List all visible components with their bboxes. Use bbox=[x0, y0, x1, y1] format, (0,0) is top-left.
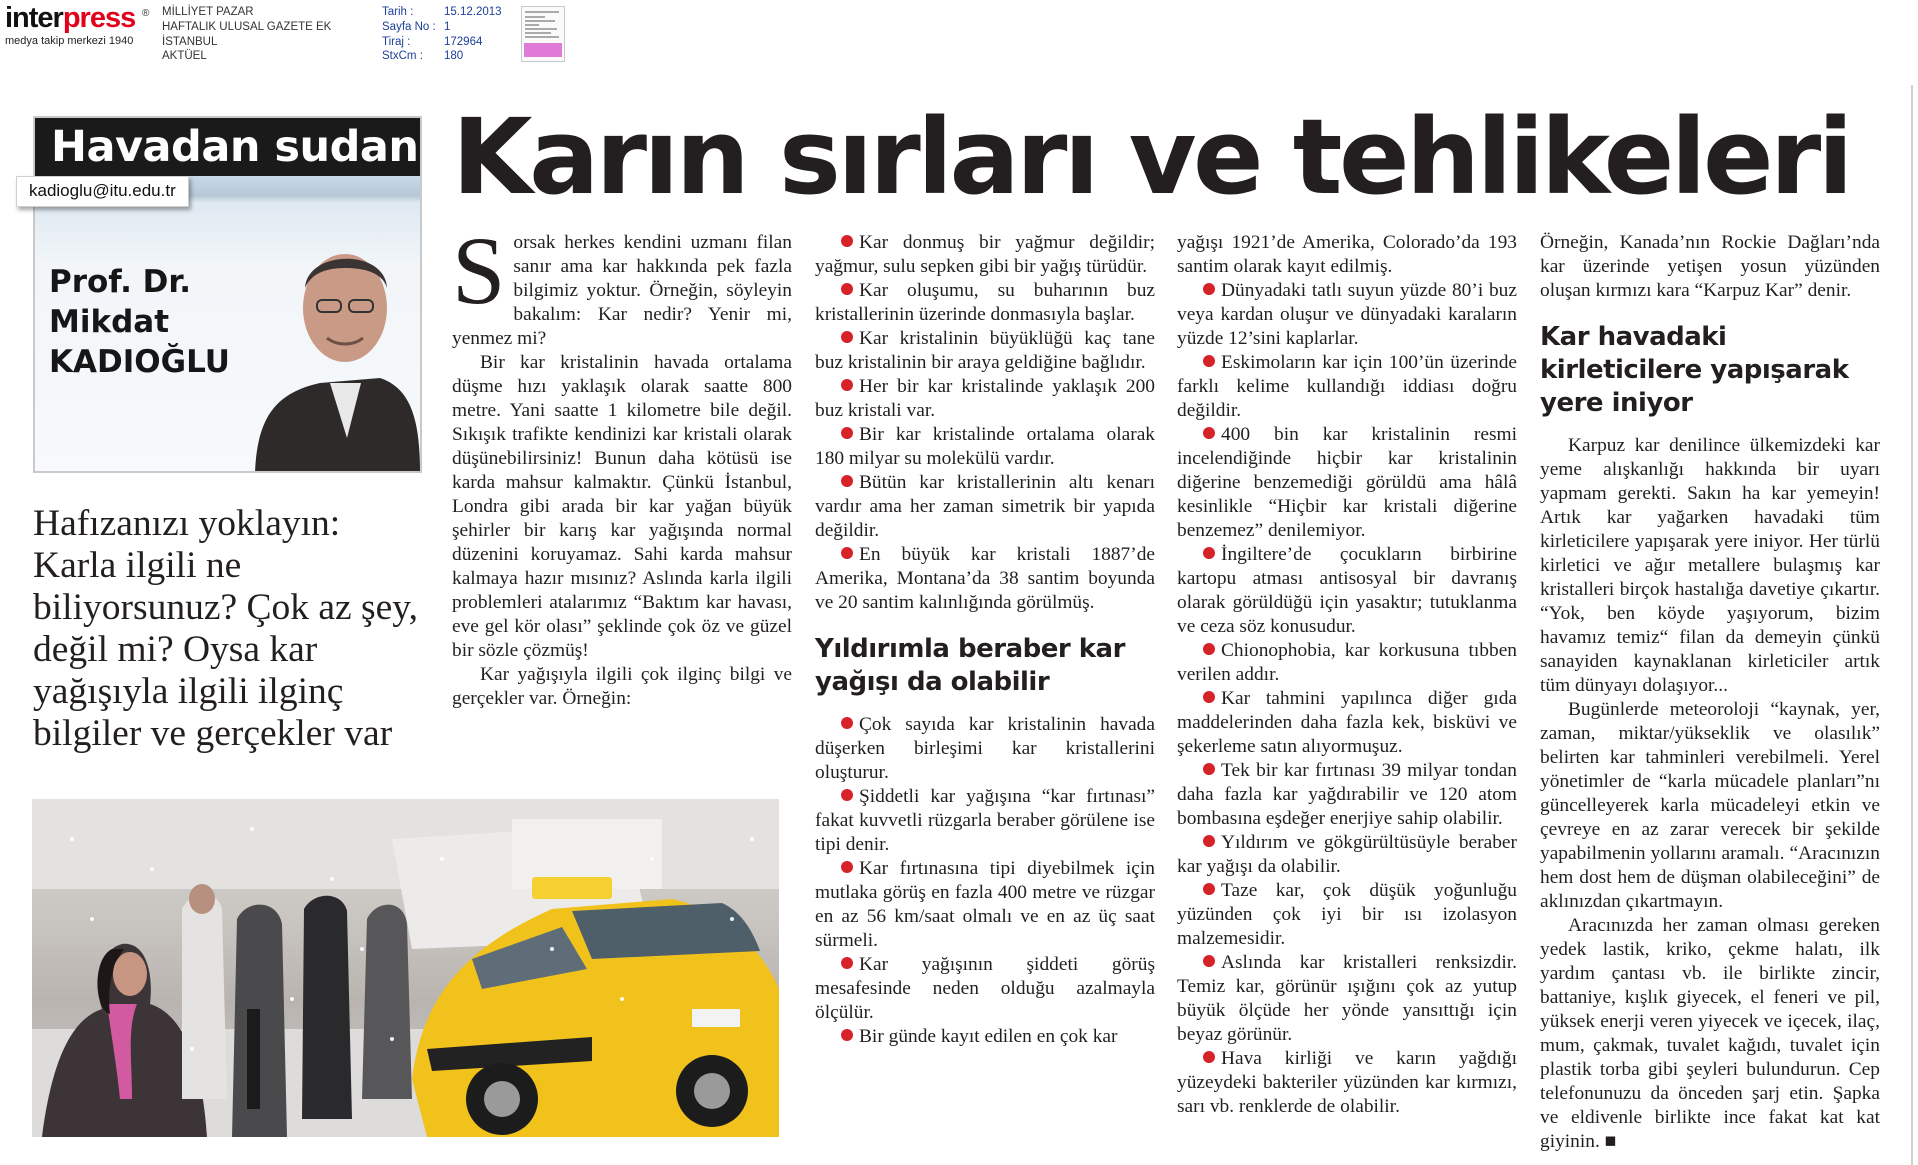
registered-mark: ® bbox=[142, 8, 150, 19]
snow-street-photo bbox=[32, 799, 779, 1137]
fact-item bbox=[1177, 423, 1517, 543]
fact-item bbox=[815, 953, 1155, 1025]
fact-item bbox=[1177, 543, 1517, 639]
red-bullet-icon bbox=[1203, 955, 1215, 967]
fact-item bbox=[815, 1025, 1155, 1049]
drop-cap: S bbox=[452, 217, 506, 324]
logo-tagline: medya takip merkezi 1940 bbox=[5, 35, 134, 47]
red-bullet-icon bbox=[1203, 427, 1215, 439]
red-bullet-icon bbox=[1203, 883, 1215, 895]
column-title-bar bbox=[35, 118, 420, 176]
fact-item bbox=[815, 231, 1155, 279]
fact-item bbox=[815, 543, 1155, 615]
fact-text: Taze kar, çok düşük yoğunluğu yüzünden çok iyi bir ısı izolasyon malzemesidir. bbox=[1177, 880, 1517, 949]
red-bullet-icon bbox=[1203, 355, 1215, 367]
fact-text: Kar donmuş bir yağmur değildir; yağmur, sulu sepken gibi bir yağış türüdür. bbox=[815, 232, 1155, 277]
meta-value: 15.12.2013 bbox=[444, 6, 502, 18]
fact-item bbox=[815, 375, 1155, 423]
body-paragraph bbox=[452, 217, 792, 351]
red-bullet-icon bbox=[841, 957, 853, 969]
body-paragraph: Karpuz kar denilince ülkemizdeki kar yeme alışkanlığı hakkında bir uyarı yapmam gerekti. Sakın ha kar yemeyin! Artık kar yağarken havadaki tüm kirleticilere yapışarak yere iniyor. Her türlü kirletici ve ağır metallere bulaşmış kar kristalleri birçok hastalığa davetiye çıkartır. “Yok, ben köyde yaşıyorum, bizim havamız temiz“ filan da demeyin çünkü sanayiden kaynaklanan kirleticiler artık tüm dünyayı dolaşıyor... bbox=[1540, 435, 1880, 696]
red-bullet-icon bbox=[841, 717, 853, 729]
fact-item bbox=[815, 857, 1155, 953]
author-first-name: Mikdat bbox=[49, 304, 170, 340]
fact-text: 400 bin kar kristalinin resmi incelendiğinde hiçbir kar kristalinin diğerine benzemediği görüldü ama hâlâ kesinlikle “Hiçbir kar kristali diğerine benzemez” denilemiyor. bbox=[1177, 424, 1517, 541]
red-bullet-icon bbox=[841, 235, 853, 247]
fact-text: Dünyadaki tatlı suyun yüzde 80’i buz veya kardan oluşur ve dünyadaki karaların yüzde 12’sini kaplarlar. bbox=[1177, 280, 1517, 349]
fact-item bbox=[1177, 1047, 1517, 1119]
fact-item bbox=[815, 327, 1155, 375]
fact-item bbox=[815, 713, 1155, 785]
body-column-3 bbox=[1177, 231, 1517, 1119]
fact-item bbox=[1177, 951, 1517, 1047]
red-bullet-icon bbox=[841, 379, 853, 391]
fact-text: Her bir kar kristalinde yaklaşık 200 buz kristali var. bbox=[815, 376, 1155, 421]
subheading-lightning-snow: Yıldırımla beraber kar yağışı da olabilir bbox=[815, 634, 1125, 697]
fact-item bbox=[1177, 687, 1517, 759]
article-dek: Hafızanızı yoklayın: Karla ilgili ne biliyorsunuz? Çok az şey, değil mi? Oysa kar yağışıyla ilgili ilginç bilgiler ve gerçekler var bbox=[33, 503, 418, 754]
fact-text: Kar tahmini yapılınca diğer gıda maddelerinden daha fazla kek, bisküvi ve şekerleme satın alıyormuşuz. bbox=[1177, 688, 1517, 757]
source-publication: MİLLİYET PAZAR bbox=[162, 6, 254, 18]
body-column-4 bbox=[1540, 231, 1880, 1154]
fact-item bbox=[815, 423, 1155, 471]
source-type: HAFTALIK ULUSAL GAZETE EK bbox=[162, 20, 332, 33]
meta-value: 1 bbox=[444, 20, 451, 33]
fact-item bbox=[1177, 639, 1517, 687]
meta-label: StxCm : bbox=[382, 50, 423, 63]
fact-item bbox=[1177, 279, 1517, 351]
fact-text: Tek bir kar fırtınası 39 milyar tondan daha fazla kar yağdırabilir ve 120 atom bombasına eşdeğer enerjiye sahip olabilir. bbox=[1177, 760, 1517, 829]
fact-text: Bir kar kristalinde ortalama olarak 180 milyar su molekülü vardır. bbox=[815, 424, 1155, 469]
page-edge-line bbox=[1911, 85, 1913, 1165]
fact-item bbox=[815, 471, 1155, 543]
fact-text: Kar fırtınasına tipi diyebilmek için mutlaka görüş en fazla 400 metre ve rüzgar en az 56 km/saat olmalı ve en az üç saat sürmeli. bbox=[815, 858, 1155, 951]
fact-text: Kar yağışının şiddeti görüş mesafesinde neden olduğu azalmayla ölçülür. bbox=[815, 954, 1155, 1023]
fact-text: Chionophobia, kar korkusuna tıbben verilen addır. bbox=[1177, 640, 1517, 685]
author-title: Prof. Dr. bbox=[49, 264, 192, 300]
body-paragraph: Aracınızda her zaman olması gereken yedek lastik, kriko, çekme halatı, ilk yardım çantası vb. ile birlikte zincir, battaniye, kışlık giyecek, el feneri ve pil, yüksek enerji veren yiyecek ve içecek, ilaç, mum, çakmak, tuvalet kağıdı, tuvalet için plastik torba gibi şeyleri bulundurun. Cep telefonunuzu da önceden şarj etin. Şapka ve eldivenle birlikte ince fakat kat kat giyinin. ■ bbox=[1540, 915, 1880, 1152]
fact-text: Yıldırım ve gökgürültüsüyle beraber kar yağışı da olabilir. bbox=[1177, 832, 1517, 877]
red-bullet-icon bbox=[841, 547, 853, 559]
fact-text: Aslında kar kristalleri renksizdir. Temiz kar, görünür ışığını çok az yutup büyük ölçüde her yönde yansıttığı için beyaz görünür. bbox=[1177, 952, 1517, 1045]
fact-item bbox=[1177, 759, 1517, 831]
body-paragraph: Bugünlerde meteoroloji “kaynak, yer, zaman, miktar/yükseklik ve olasılık” belirten kar tahminleri verebilmeli. Yerel yönetimler de “karla mücadele planları”nı güncelleyerek karla mücadeleyi etkin ve çevreye en az zarar verecek bir şekilde yapabilmenin yollarını aramalı. “Aracınızın hem dost hem de düşman olabileceğini” de aklınızdan çıkartmayın. bbox=[1540, 699, 1880, 912]
article-headline: Karın sırları ve tehlikeleri bbox=[452, 96, 1850, 218]
body-paragraph: Kar yağışıyla ilgili çok ilginç bilgi ve gerçekler var. Örneğin: bbox=[452, 664, 792, 709]
meta-page-no bbox=[382, 20, 502, 35]
red-bullet-icon bbox=[841, 1029, 853, 1041]
logo-text-inter: inter bbox=[5, 2, 63, 34]
red-bullet-icon bbox=[841, 427, 853, 439]
meta-circulation bbox=[382, 35, 502, 50]
author-photo bbox=[235, 188, 420, 473]
columnist-box bbox=[33, 116, 422, 473]
subheading-pollutants: Kar havadaki kirleticilere yapışarak yere iniyor bbox=[1540, 322, 1849, 418]
meta-label: Tiraj : bbox=[382, 35, 411, 48]
fact-text: Eskimoların kar için 100’ün üzerinde farklı kelime kullandığı iddiası doğru değildir. bbox=[1177, 352, 1517, 421]
fact-text: Kar kristalinin büyüklüğü kaç tane buz kristalinin bir araya geldiğine bağlıdır. bbox=[815, 328, 1155, 373]
fact-text: Bir günde kayıt edilen en çok kar bbox=[859, 1026, 1118, 1047]
red-bullet-icon bbox=[841, 331, 853, 343]
red-bullet-icon bbox=[1203, 835, 1215, 847]
red-bullet-icon bbox=[1203, 547, 1215, 559]
body-column-2 bbox=[815, 231, 1155, 1049]
author-last-name: KADIOĞLU bbox=[49, 344, 230, 380]
fact-item bbox=[1177, 351, 1517, 423]
clip-metadata bbox=[382, 5, 502, 64]
fact-text: Bütün kar kristallerinin altı kenarı vardır ama her zaman simetrik bir yapıda değildir. bbox=[815, 472, 1155, 541]
fact-text: Kar oluşumu, su buharının buz kristallerinin üzerinde donmasıyla başlar. bbox=[815, 280, 1155, 325]
meta-label: Tarih : bbox=[382, 6, 414, 18]
paragraph-text: orsak herkes kendini uzmanı filan sanır ama kar hakkında pek fazla bilgimiz yoktur. Örneğin, söyleyin bakalım: Kar nedir? Yenir mi, yenmez mi? bbox=[452, 232, 792, 349]
fact-item bbox=[815, 279, 1155, 327]
meta-label: Sayfa No : bbox=[382, 20, 436, 33]
fact-item bbox=[1177, 831, 1517, 879]
red-bullet-icon bbox=[841, 475, 853, 487]
fact-text: Şiddetli kar yağışına “kar fırtınası” fakat kuvvetli rüzgarla beraber görülene ise tipi denir. bbox=[815, 786, 1155, 855]
meta-date bbox=[382, 5, 502, 20]
body-paragraph: yağışı 1921’de Amerika, Colorado’da 193 santim olarak kayıt edilmiş. bbox=[1177, 232, 1517, 277]
red-bullet-icon bbox=[841, 789, 853, 801]
source-section: AKTÜEL bbox=[162, 50, 207, 63]
red-bullet-icon bbox=[1203, 643, 1215, 655]
fact-item bbox=[815, 785, 1155, 857]
body-paragraph: Örneğin, Kanada’nın Rockie Dağları’nda kar üzerinde yetişen yosun yüzünden oluşan kırmızı kara “Karpuz Kar” denir. bbox=[1540, 232, 1880, 301]
fact-text: İngiltere’de çocukların birbirine kartopu atması antisosyal bir davranış olarak görüldüğü için yasaktır; tutuklanma ve ceza söz konusudur. bbox=[1177, 544, 1517, 637]
meta-stxcm bbox=[382, 49, 502, 64]
fact-item bbox=[1177, 879, 1517, 951]
interpress-logo bbox=[5, 4, 135, 33]
meta-value: 180 bbox=[444, 50, 464, 63]
source-city: İSTANBUL bbox=[162, 35, 218, 48]
fact-text: En büyük kar kristali 1887’de Amerika, Montana’da 38 santim boyunda ve 20 santim kalınlığında görülmüş. bbox=[815, 544, 1155, 613]
red-bullet-icon bbox=[1203, 763, 1215, 775]
author-email[interactable]: kadioglu@itu.edu.tr bbox=[16, 176, 189, 207]
source-info bbox=[162, 5, 331, 64]
red-bullet-icon bbox=[1203, 1051, 1215, 1063]
red-bullet-icon bbox=[841, 861, 853, 873]
logo-text-press: press bbox=[62, 2, 136, 34]
fact-text: Çok sayıda kar kristalinin havada düşerken birleşimi kar kristallerini oluşturur. bbox=[815, 714, 1155, 783]
page-thumbnail[interactable] bbox=[521, 6, 565, 62]
author-name bbox=[49, 262, 230, 382]
meta-value: 172964 bbox=[444, 35, 483, 48]
fact-text: Hava kirliği ve karın yağdığı yüzeydeki bakteriler yüzünden kar kırmızı, sarı vb. renklerde de olabilir. bbox=[1177, 1048, 1517, 1117]
body-paragraph: Bir kar kristalinin havada ortalama düşme hızı yaklaşık olarak saatte 800 metre. Yani saatte 1 kilometre bile değil. Sıkışık trafikte kendinizi kar kristali olarak düşünebilirsiniz! Bunun daha kötüsü ise karda mahsur kalmaktır. Çünkü İstanbul, Londra gibi arada bir kar yağan büyük şehirler bir karış kar yağışında normal düzenini koruyamaz. Sahi karda mahsur kalmaya hazır mısınız? Aslında karla ilgili problemleri atalarımız “Baktım kar havası, eve gel kör olası” şeklinde çok öz ve güzel bir sözle çözmüş! bbox=[452, 352, 792, 661]
red-bullet-icon bbox=[1203, 691, 1215, 703]
body-column-1 bbox=[452, 217, 792, 711]
red-bullet-icon bbox=[1203, 283, 1215, 295]
column-title: Havadan sudan bbox=[51, 122, 419, 172]
red-bullet-icon bbox=[841, 283, 853, 295]
